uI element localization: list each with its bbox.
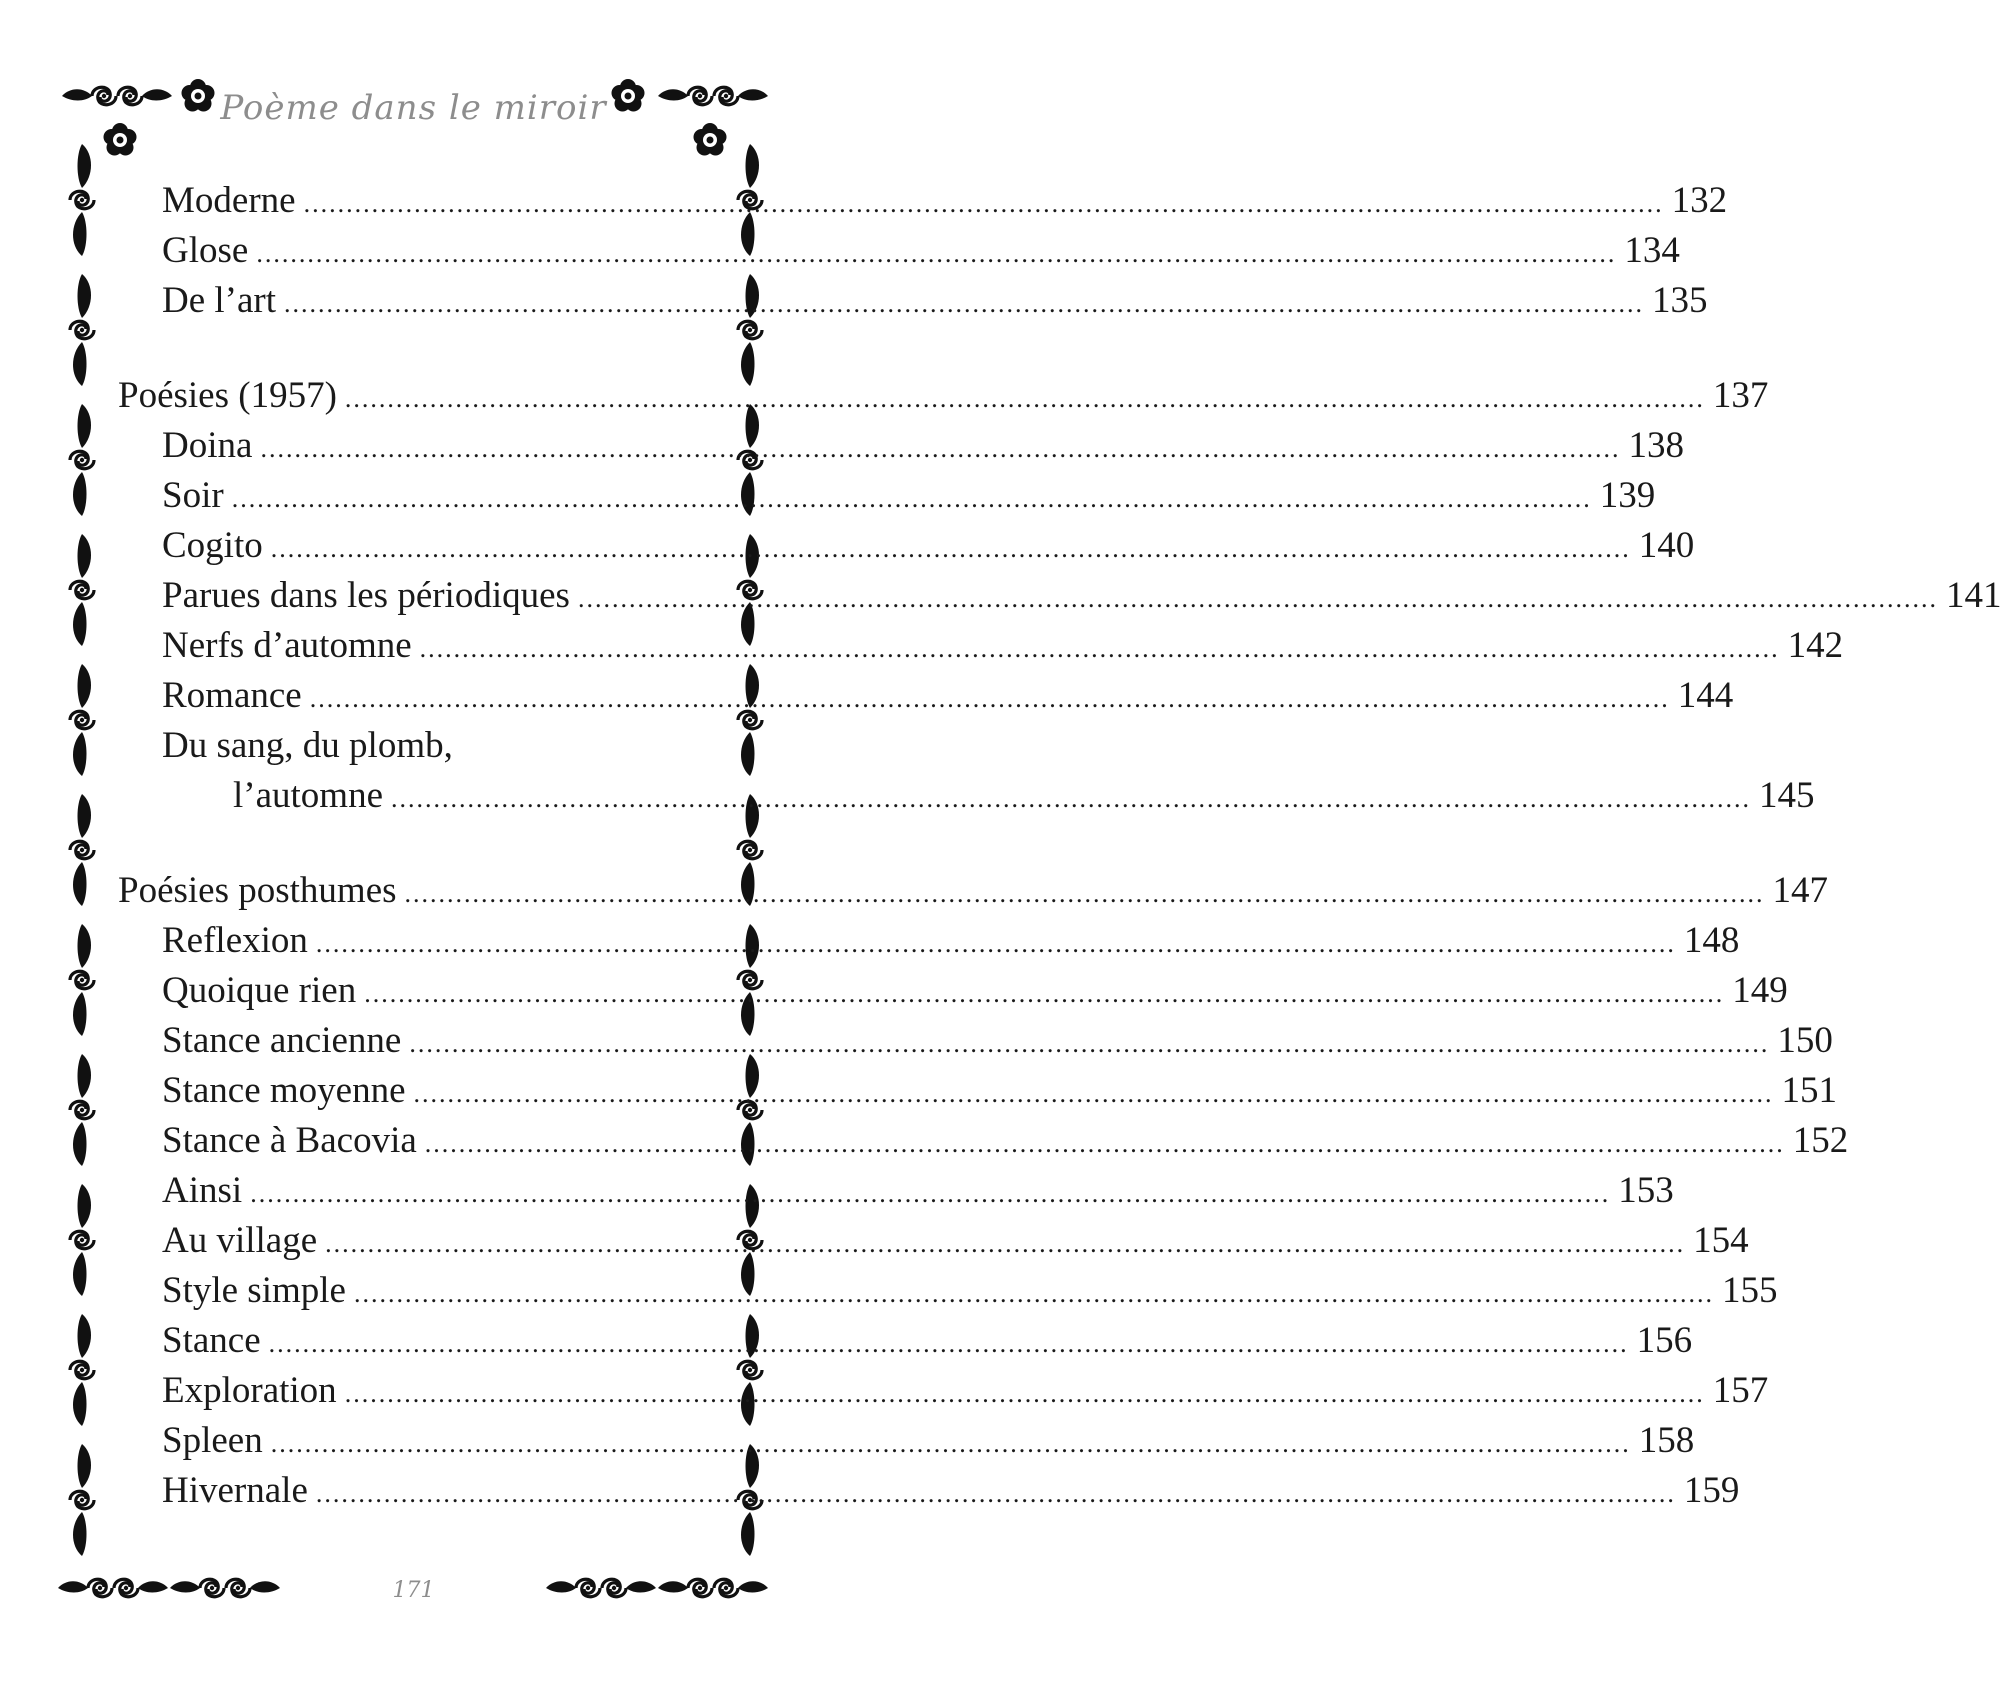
toc-section-row: [0, 371, 1769, 421]
dot-leader: ................................................................................................................................................................: [409, 1029, 1770, 1058]
toc-entry: [162, 571, 2001, 624]
toc-entry: [162, 1366, 1769, 1419]
dot-leader: ................................................................................................................................................................: [284, 289, 1645, 318]
toc-section-title: Poésies posthumes: [118, 870, 397, 911]
toc-entry-row: [0, 1266, 1778, 1316]
toc-entry-title: Exploration: [162, 1370, 337, 1411]
toc-entry: [162, 916, 1740, 969]
toc-page-number: 142: [1787, 625, 1844, 666]
toc-entry: [118, 866, 1829, 919]
running-title: Poème dans le miroir: [220, 88, 607, 128]
dot-leader: ................................................................................................................................................................: [391, 784, 1752, 813]
toc-page-number: 132: [1671, 180, 1728, 221]
toc-entry-row: [0, 1116, 1849, 1166]
toc-entry-title: Quoique rien: [162, 970, 357, 1011]
toc-page-number: 141: [1945, 575, 2001, 616]
toc-entry-row: [0, 1366, 1769, 1416]
toc-entry-row: [0, 1016, 1833, 1066]
toc-entry-row: [0, 1066, 1837, 1116]
toc-entry-row: [0, 1216, 1749, 1266]
toc-entry-row: [0, 621, 1844, 671]
toc-page-number: 154: [1693, 1220, 1749, 1261]
toc-page-number: 158: [1638, 1420, 1695, 1461]
toc-entry: [162, 966, 1788, 1019]
toc-section-title: Poésies (1957): [118, 375, 337, 416]
toc-entry-row: [0, 176, 1728, 226]
toc-entry: [162, 1266, 1778, 1319]
toc-page-number: 134: [1624, 230, 1680, 271]
dot-leader: ................................................................................................................................................................: [303, 189, 1664, 218]
toc-entry-title: Stance: [162, 1320, 261, 1361]
toc-page-number: 139: [1599, 475, 1656, 516]
toc-entry: [162, 421, 1684, 474]
toc-entry-row: [0, 1416, 1695, 1466]
toc-entry-row: [0, 671, 1734, 721]
toc-entry-line: [0, 721, 827, 771]
toc-page-number: 153: [1618, 1170, 1674, 1211]
dot-leader: ................................................................................................................................................................: [315, 1479, 1676, 1508]
dot-leader: ................................................................................................................................................................: [364, 979, 1725, 1008]
dot-leader: ................................................................................................................................................................: [250, 1179, 1611, 1208]
toc-entry-title: Moderne: [162, 180, 296, 221]
toc-entry: [162, 226, 1680, 279]
toc-entry: [162, 1466, 1740, 1519]
toc-entry-title: Spleen: [162, 1420, 263, 1461]
dot-leader: ................................................................................................................................................................: [344, 384, 1705, 413]
toc-entry-title: Romance: [162, 675, 302, 716]
toc-entry: [118, 371, 1769, 424]
dot-leader: ................................................................................................................................................................: [315, 929, 1676, 958]
toc-entry: [162, 1116, 1849, 1169]
toc-page-number: 135: [1652, 280, 1708, 321]
dot-leader: ................................................................................................................................................................: [419, 634, 1780, 663]
toc-page-number: 147: [1772, 870, 1829, 911]
toc-entry-title: Soir: [162, 475, 224, 516]
toc-entry-row: [0, 1316, 1693, 1366]
toc-entry-title: Style simple: [162, 1270, 346, 1311]
toc-page-number: 156: [1636, 1320, 1693, 1361]
toc-entry: [162, 471, 1656, 524]
dot-leader: ................................................................................................................................................................: [413, 1079, 1774, 1108]
toc-entry-row: [0, 276, 1708, 326]
toc-page-number: 137: [1712, 375, 1769, 416]
toc-entry-row: [0, 471, 1656, 521]
dot-leader: ................................................................................................................................................................: [256, 239, 1617, 268]
toc-page-number: 144: [1677, 675, 1734, 716]
toc-page-number: 138: [1628, 425, 1684, 466]
toc-page-number: 157: [1712, 1370, 1769, 1411]
toc-page-number: 151: [1781, 1070, 1837, 1111]
toc-entry: [162, 1216, 1749, 1269]
toc-page-number: 149: [1732, 970, 1788, 1011]
toc-entry-title: Stance ancienne: [162, 1020, 402, 1061]
toc-entry-title: Ainsi: [162, 1170, 243, 1211]
toc-entry: [162, 1416, 1695, 1469]
dot-leader: ................................................................................................................................................................: [270, 1429, 1631, 1458]
toc-entry: [162, 1066, 1837, 1119]
dot-leader: ................................................................................................................................................................: [268, 1329, 1629, 1358]
toc-page-number: 152: [1792, 1120, 1849, 1161]
toc-entry-title: Doina: [162, 425, 253, 466]
toc-page-number: 148: [1683, 920, 1740, 961]
toc-entry: [233, 771, 1815, 824]
dot-leader: ................................................................................................................................................................: [325, 1229, 1686, 1258]
dot-leader: ................................................................................................................................................................: [270, 534, 1631, 563]
toc-entry-row: [0, 571, 2001, 621]
toc-entry-title: Parues dans les périodiques: [162, 575, 570, 616]
toc-section-row: [0, 866, 1829, 916]
toc-entry-title: Nerfs d’automne: [162, 625, 412, 666]
page-number: 171: [392, 1578, 435, 1603]
toc-entry-title: Au village: [162, 1220, 318, 1261]
toc-entry-row: [0, 966, 1788, 1016]
dot-leader: ................................................................................................................................................................: [353, 1279, 1714, 1308]
dot-leader: ................................................................................................................................................................: [260, 434, 1621, 463]
toc-entry-title: Reflexion: [162, 920, 308, 961]
toc-entry-row: [0, 771, 1815, 821]
dot-leader: ................................................................................................................................................................: [424, 1129, 1785, 1158]
toc-entry-row: [0, 226, 1680, 276]
toc-entry-title: Stance moyenne: [162, 1070, 406, 1111]
toc-entry: [162, 1016, 1833, 1069]
toc-entry-title: Hivernale: [162, 1470, 308, 1511]
toc-entry: [162, 621, 1844, 674]
dot-leader: ................................................................................................................................................................: [404, 879, 1765, 908]
toc-entry-title: Stance à Bacovia: [162, 1120, 417, 1161]
dot-leader: ................................................................................................................................................................: [231, 484, 1592, 513]
toc-entry-title: l’automne: [233, 775, 384, 816]
toc-entry-row: [0, 1466, 1740, 1516]
toc-entry-title: Cogito: [162, 525, 263, 566]
dot-leader: ................................................................................................................................................................: [577, 584, 1938, 613]
toc-entry-title: Du sang, du plomb,: [162, 725, 453, 766]
toc-entry-row: [0, 421, 1684, 471]
dot-leader: ................................................................................................................................................................: [344, 1379, 1705, 1408]
toc-page-number: 145: [1759, 775, 1815, 816]
toc-entry: [162, 176, 1728, 229]
toc-entry: [162, 1316, 1693, 1369]
dot-leader: ................................................................................................................................................................: [309, 684, 1670, 713]
toc-entry: [162, 276, 1708, 329]
toc-entry-title: De l’art: [162, 280, 277, 321]
toc-entry-title: Glose: [162, 230, 249, 271]
toc-entry: [162, 521, 1695, 574]
toc-page-number: 140: [1638, 525, 1695, 566]
toc-page-number: 150: [1777, 1020, 1833, 1061]
toc-page-number: 155: [1721, 1270, 1778, 1311]
toc-entry: [162, 1166, 1674, 1219]
toc-entry: [162, 671, 1734, 724]
toc-entry-row: [0, 521, 1695, 571]
toc-page-number: 159: [1683, 1470, 1740, 1511]
toc-entry-row: [0, 916, 1740, 966]
toc-entry-row: [0, 1166, 1674, 1216]
